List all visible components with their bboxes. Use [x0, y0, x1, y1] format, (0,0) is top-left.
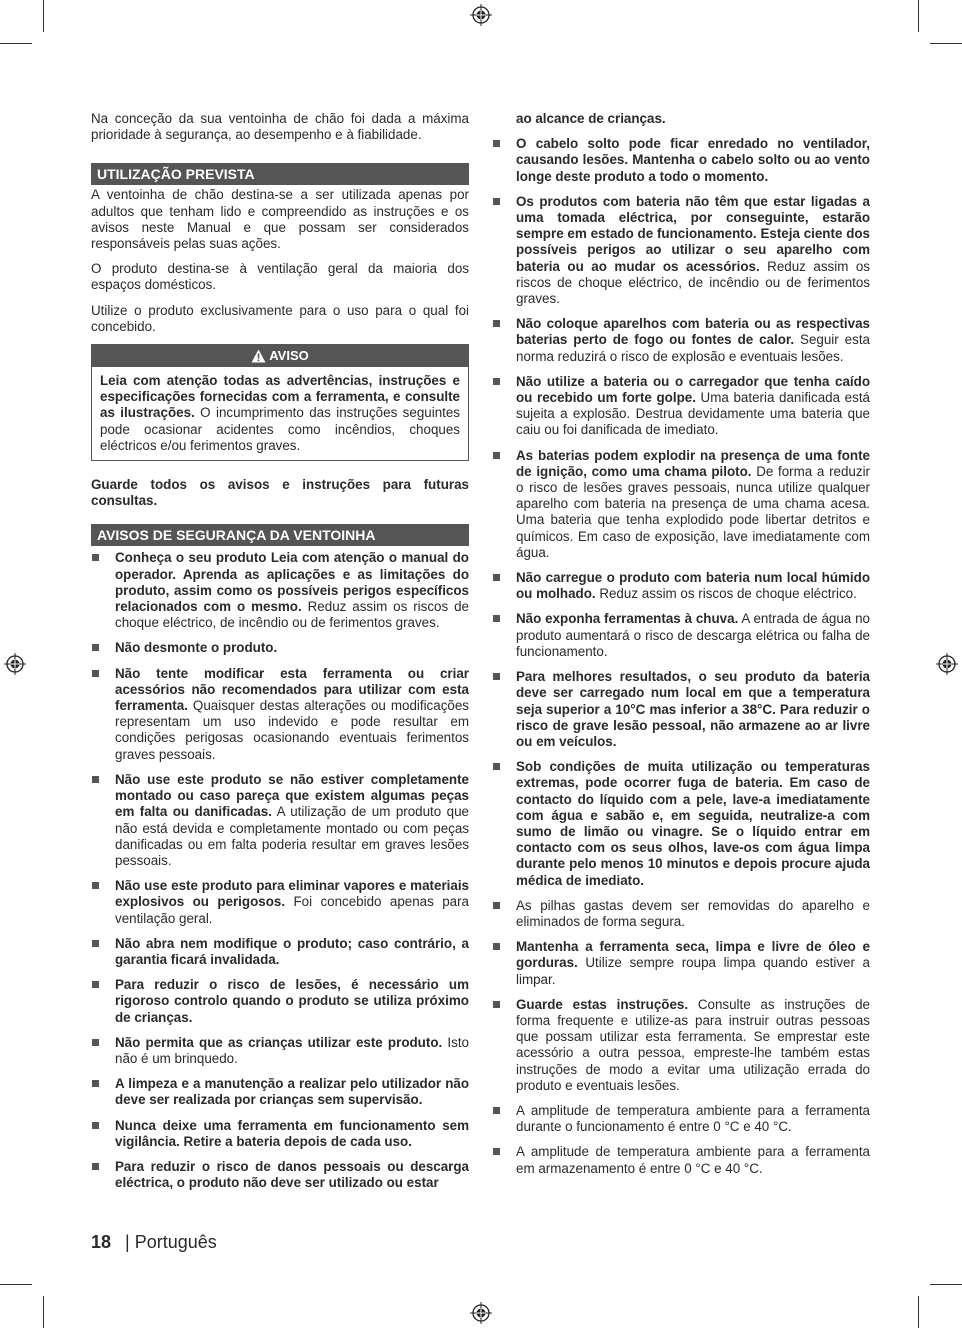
keep-instructions-note: Guarde todos os avisos e instruções para futuras consultas. — [91, 477, 469, 509]
warning-triangle-icon — [251, 349, 266, 363]
list-item: Para melhores resultados, o seu produto da bateria deve ser carregado num local em que a temperatura seja superior a 10°C mas inferior a 38°C. Para reduzir o risco de grave lesão pessoal, não armazene ao ar livre ou em veículos. — [492, 669, 870, 750]
list-item: Não exponha ferramentas à chuva. A entrada de água no produto aumentará o risco de descarga elétrica ou falha de funcionamento. — [492, 611, 870, 660]
bullet-square-icon — [493, 378, 500, 385]
bullet-square-icon — [92, 882, 99, 889]
warning-header — [92, 345, 468, 367]
crop-mark — [43, 1296, 44, 1328]
list-item: Não coloque aparelhos com bateria ou as respectivas baterias perto de fogo ou fontes de calor. Seguir esta norma reduzirá o risco de explosão e eventuais lesões. — [492, 316, 870, 365]
list-item: Não desmonte o produto. — [91, 640, 469, 656]
list-item: A amplitude de temperatura ambiente para a ferramenta durante o funcionamento é entre 0 °C e 40 °C. — [492, 1103, 870, 1135]
crop-mark — [0, 43, 32, 44]
list-item: Conheça o seu produto Leia com atenção o manual do operador. Aprenda as aplicações e as limitações do produto, assim como os possíveis perigos específicos relacionados com o mesmo. Reduz assim os riscos de choque eléctrico, de incêndio ou de ferimentos graves. — [91, 550, 469, 631]
warning-body — [92, 367, 468, 460]
bullet-square-icon — [92, 940, 99, 947]
bullet-square-icon — [493, 320, 500, 327]
warning-bold-text: Leia com atenção todas as advertências, instruções e especificações fornecidas com a ferramenta, e consulte as ilustrações. — [100, 373, 460, 421]
crop-mark — [0, 1284, 32, 1285]
crop-mark — [43, 0, 44, 32]
section-heading-intended-use: UTILIZAÇÃO PREVISTA — [91, 163, 469, 185]
left-column — [91, 111, 469, 1200]
list-item: As pilhas gastas devem ser removidas do aparelho e eliminados de forma segura. — [492, 898, 870, 930]
bullet-square-icon — [92, 776, 99, 783]
intro-paragraph: Na conceção da sua ventoinha de chão foi dada a máxima prioridade à segurança, ao desempenho e à fiabilidade. — [91, 111, 469, 143]
registration-mark-icon — [470, 4, 492, 26]
bullet-square-icon — [493, 574, 500, 581]
registration-mark-icon — [4, 653, 26, 675]
bullet-square-icon — [493, 140, 500, 147]
bullet-square-icon — [493, 1148, 500, 1155]
warning-title: AVISO — [269, 348, 309, 364]
list-item: Não permita que as crianças utilizar este produto. Isto não é um brinquedo. — [91, 1035, 469, 1067]
intended-use-paragraph: A ventoinha de chão destina-se a ser utilizada apenas por adultos que tenham lido e compreendido as instruções e os avisos neste Manual e que possam ser considerados responsáveis pelas suas ações. — [91, 187, 469, 252]
list-item: Para reduzir o risco de danos pessoais ou descarga eléctrica, o produto não deve ser utilizado ou estar — [91, 1159, 469, 1191]
list-item: Mantenha a ferramenta seca, limpa e livre de óleo e gorduras. Utilize sempre roupa limpa quando estiver a limpar. — [492, 939, 870, 988]
bullet-square-icon — [92, 554, 99, 561]
continued-text: ao alcance de crianças. — [516, 111, 666, 126]
bullet-square-icon — [493, 1001, 500, 1008]
list-item: Não utilize a bateria ou o carregador que tenha caído ou recebido um forte golpe. Uma bateria danificada está sujeita a explosão. Destrua devidamente uma bateria que caiu ou foi danificada de imediato. — [492, 374, 870, 439]
bullet-square-icon — [92, 981, 99, 988]
list-item: O cabelo solto pode ficar enredado no ventilador, causando lesões. Mantenha o cabelo solto ou ao vento longe deste produto a todo o momento. — [492, 136, 870, 185]
bullet-square-icon — [493, 943, 500, 950]
bullet-square-icon — [92, 1039, 99, 1046]
page-footer — [91, 1231, 217, 1253]
list-item: Nunca deixe uma ferramenta em funcionamento sem vigilância. Retire a bateria depois de cada uso. — [91, 1118, 469, 1150]
list-item: Não use este produto para eliminar vapores e materiais explosivos ou perigosos. Foi concebido apenas para ventilação geral. — [91, 878, 469, 927]
bullet-square-icon — [92, 1122, 99, 1129]
page-number: 18 — [91, 1232, 112, 1252]
list-item: Os produtos com bateria não têm que estar ligadas a uma tomada eléctrica, por conseguinte, estarão sempre em estado de funcionamento. Esteja ciente dos possíveis perigos ao utilizar o seu aparelho com bateria ou ao mudar os acessórios. Reduz assim os riscos de choque eléctrico, de incêndio ou de ferimentos graves. — [492, 194, 870, 307]
warning-text: O incumprimento das instruções seguintes pode ocasionar acidentes como incêndios, choques eléctricos e/ou ferimentos graves. — [100, 405, 461, 453]
bullet-square-icon — [493, 902, 500, 909]
bullet-square-icon — [493, 673, 500, 680]
list-item: A limpeza e a manutenção a realizar pelo utilizador não deve ser realizada por crianças sem supervisão. — [91, 1076, 469, 1108]
bullet-square-icon — [92, 670, 99, 677]
bullet-square-icon — [493, 1107, 500, 1114]
crop-mark — [918, 0, 919, 32]
list-item: Não carregue o produto com bateria num local húmido ou molhado. Reduz assim os riscos de choque eléctrico. — [492, 570, 870, 602]
bullet-square-icon — [493, 452, 500, 459]
bullet-square-icon — [92, 1163, 99, 1170]
registration-mark-icon — [936, 653, 958, 675]
list-item: As baterias podem explodir na presença de uma fonte de ignição, como uma chama piloto. De forma a reduzir o risco de lesões graves pessoais, nunca utilize qualquer aparelho com bateria na presença de uma chama acesa. Uma bateria que tenha explodido pode libertar detritos e químicos. Em caso de exposição, lave imediatamente com água. — [492, 448, 870, 561]
registration-mark-icon — [470, 1302, 492, 1324]
bullet-square-icon — [493, 198, 500, 205]
bullet-square-icon — [92, 644, 99, 651]
bullet-square-icon — [92, 1080, 99, 1087]
crop-mark — [918, 1296, 919, 1328]
right-bullet-list — [492, 136, 870, 1177]
warning-box — [91, 344, 469, 461]
list-item: Para reduzir o risco de lesões, é necessário um rigoroso controlo quando o produto se utiliza próximo de crianças. — [91, 977, 469, 1026]
crop-mark — [930, 43, 962, 44]
right-column — [492, 111, 870, 1186]
footer-language: | Português — [125, 1232, 217, 1252]
left-bullet-list — [91, 550, 469, 1191]
intended-use-paragraph: O produto destina-se à ventilação geral da maioria dos espaços domésticos. — [91, 261, 469, 293]
list-item: Não use este produto se não estiver completamente montado ou caso pareça que existem algumas peças em falta ou danificadas. A utilização de um produto que não está devida e completamente montado ou com peças danificadas ou em falta poderia resultar em graves lesões pessoais. — [91, 772, 469, 869]
list-item: Não abra nem modifique o produto; caso contrário, a garantia ficará invalidada. — [91, 936, 469, 968]
bullet-square-icon — [493, 763, 500, 770]
list-item: Não tente modificar esta ferramenta ou criar acessórios não recomendados para utilizar com esta ferramenta. Quaisquer destas alterações ou modificações representam um uso indevido e pode resultar em condições perigosas ocasionando eventuais ferimentos graves pessoais. — [91, 666, 469, 763]
section-heading-fan-safety: AVISOS DE SEGURANÇA DA VENTOINHA — [91, 524, 469, 546]
list-item: Guarde estas instruções. Consulte as instruções de forma frequente e utilize-as para instruir outras pessoas que possam utilizar esta ferramenta. Se emprestar este acessório a outra pessoa, empreste-lhe também estas instruções de modo a evitar uma utilização errada do produto e eventuais lesões. — [492, 997, 870, 1094]
intended-use-paragraph: Utilize o produto exclusivamente para o uso para o qual foi concebido. — [91, 302, 469, 334]
crop-mark — [930, 1284, 962, 1285]
list-item: Sob condições de muita utilização ou temperaturas extremas, pode ocorrer fuga de bateria. Em caso de contacto do líquido com a pele, lave-a imediatamente com água e sabão e, em seguida, neutralize-a com sumo de limão ou vinagre. Se o líquido entrar em contacto com os seus olhos, lave-os com água limpa durante pelo menos 10 minutos e depois procure ajuda médica de imediato. — [492, 759, 870, 889]
bullet-square-icon — [493, 615, 500, 622]
list-item: A amplitude de temperatura ambiente para a ferramenta em armazenamento é entre 0 °C e 40 °C. — [492, 1144, 870, 1176]
